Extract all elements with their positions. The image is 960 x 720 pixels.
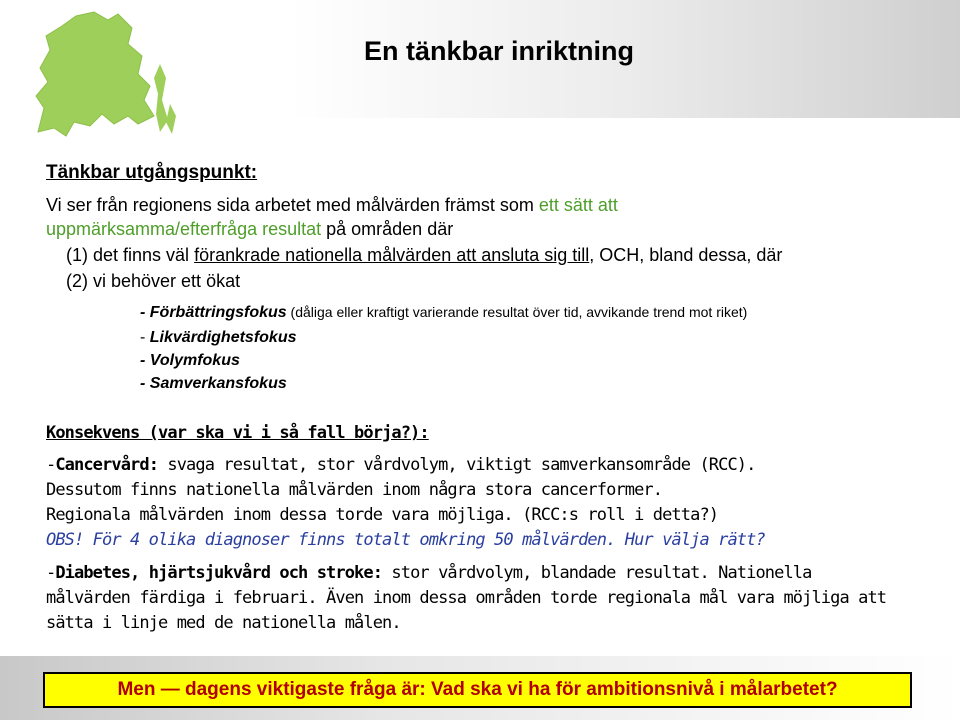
focus-item-likvardighet-dash: - <box>140 329 150 346</box>
start-line-2 <box>46 219 453 240</box>
focus-item-forbattring <box>140 304 747 322</box>
start-line-1-text: Vi ser från regionens sida arbetet med målvärden främst som <box>46 195 539 215</box>
start-line-2-highlight: uppmärksamma/efterfråga resultat <box>46 219 322 239</box>
consequence-diabetes-dash: - <box>46 563 56 583</box>
consequence-cancer-line-2: Dessutom finns nationella målvärden inom några stora cancerformer. <box>46 480 663 500</box>
start-line-3-underlined: förankrade nationella målvärden att ansluta sig till <box>194 245 590 265</box>
focus-item-samverkan: - Samverkansfokus <box>140 375 287 392</box>
consequence-cancer-line-1 <box>46 455 755 475</box>
start-line-4: (2) vi behöver ett ökat <box>66 271 241 291</box>
focus-item-likvardighet-label: Likvärdighetsfokus <box>149 329 297 346</box>
consequence-cancer-dash: - <box>46 455 56 475</box>
focus-item-forbattring-note: (dåliga eller kraftigt varierande resultat över tid, avvikande trend mot riket) <box>286 304 748 320</box>
start-line-1-highlight: ett sätt att <box>538 195 618 215</box>
key-question-callout: Men — dagens viktigaste fråga är: Vad ska vi ha för ambitionsnivå i målarbetet? <box>43 672 912 708</box>
start-line-2-text: på områden där <box>321 219 454 239</box>
consequence-diabetes-line-2: målvärden färdiga i februari. Även inom dessa områden torde regionala mål vara möjliga att <box>46 588 887 608</box>
start-line-3 <box>66 245 782 266</box>
map-region-icon <box>10 4 185 154</box>
consequence-diabetes-label: Diabetes, hjärtsjukvård och stroke: <box>55 563 383 583</box>
consequence-cancer-text: svaga resultat, stor vårdvolym, viktigt samverkansområde (RCC). <box>158 455 756 475</box>
consequence-diabetes-line-3: sätta i linje med de nationella målen. <box>46 613 401 633</box>
start-heading: Tänkbar utgångspunkt: <box>46 162 258 183</box>
start-line-1 <box>46 195 618 216</box>
page-title: En tänkbar inriktning <box>364 36 635 66</box>
start-line-3-text: (1) det finns väl <box>66 245 195 265</box>
focus-item-volym: - Volymfokus <box>140 352 240 369</box>
consequence-obs-note: OBS! För 4 olika diagnoser finns totalt omkring 50 målvärden. Hur välja rätt? <box>46 530 765 550</box>
consequence-diabetes-line-1 <box>46 563 811 583</box>
focus-item-likvardighet <box>140 329 296 347</box>
consequence-cancer-line-3: Regionala målvärden inom dessa torde vara möjliga. (RCC:s roll i detta?) <box>46 505 719 525</box>
consequence-heading: Konsekvens (var ska vi i så fall börja?): <box>46 423 429 443</box>
consequence-cancer-label: Cancervård: <box>55 455 159 475</box>
focus-item-forbattring-label: - Förbättringsfokus <box>140 304 287 321</box>
start-line-3-end: , OCH, bland dessa, där <box>589 245 783 265</box>
consequence-diabetes-text: stor vårdvolym, blandade resultat. Nationella <box>382 563 812 583</box>
